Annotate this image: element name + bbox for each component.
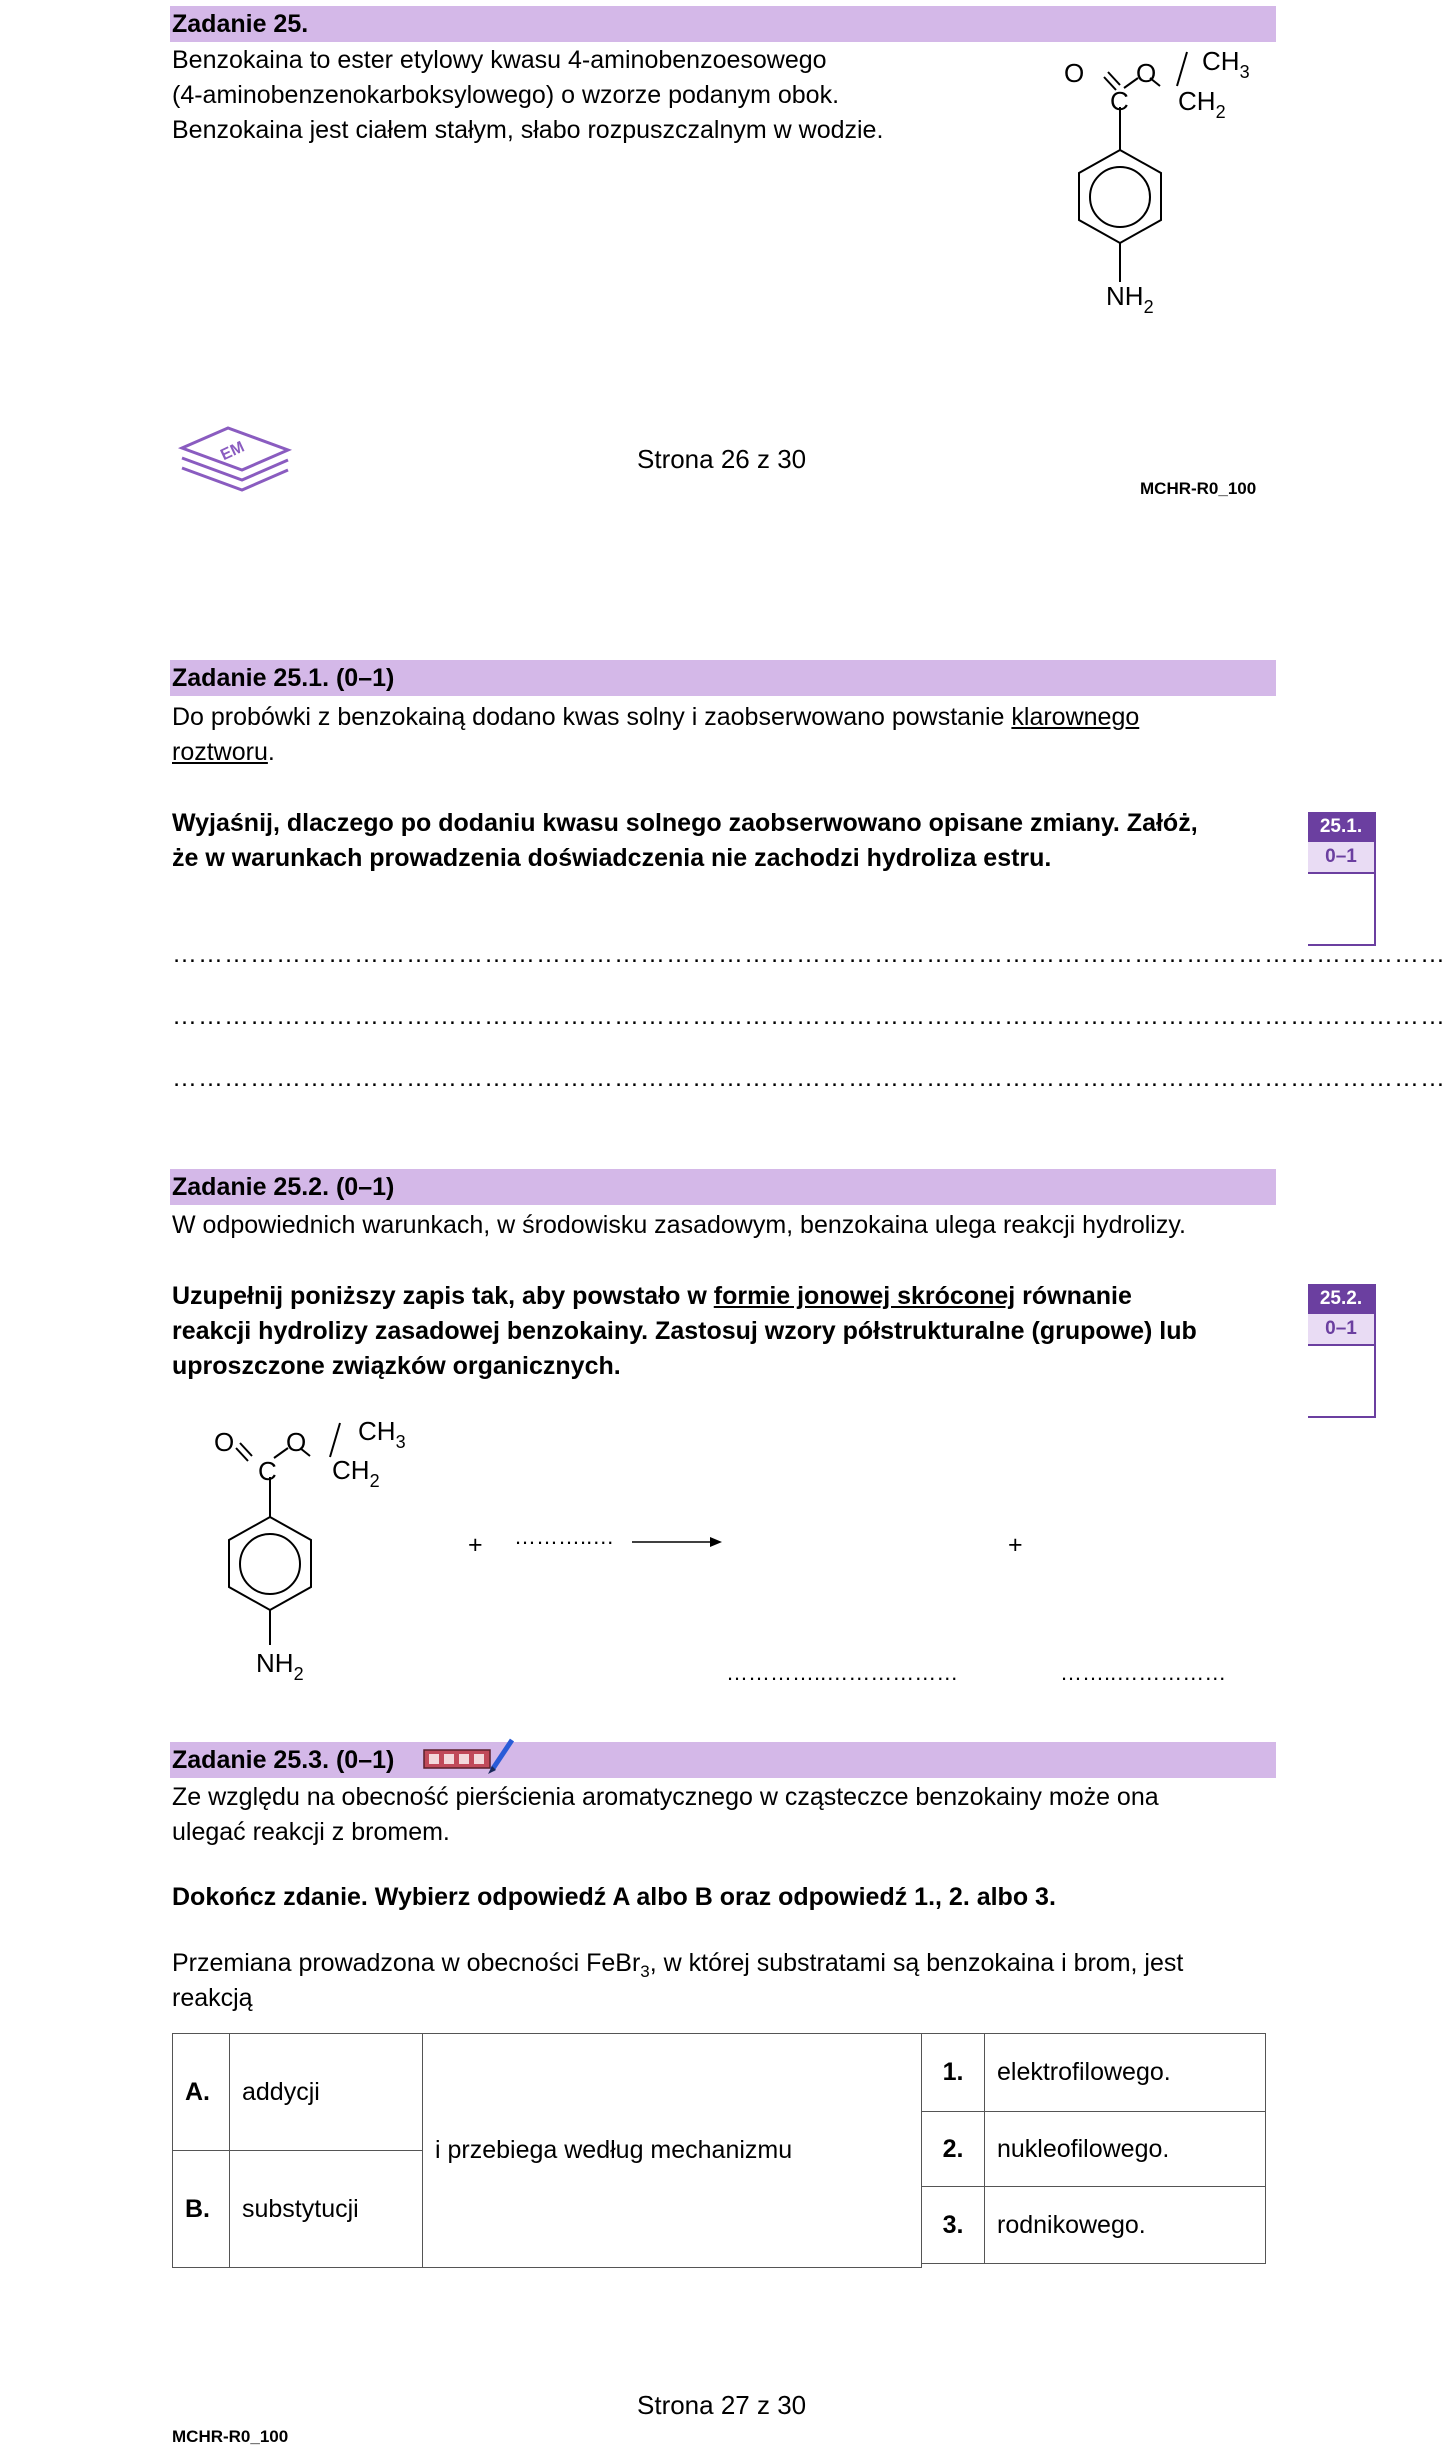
- plus-sign-1: +: [468, 1531, 483, 1559]
- task-25-3-statement-1: Przemiana prowadzona w obecności FeBr$_3$, w której substratami są benzokaina i brom, jest: [172, 1949, 1184, 1981]
- task-25-2-instruction-1: Uzupełnij poniższy zapis tak, aby powstało w formie jonowej skróconej równanie: [172, 1282, 1132, 1310]
- option-1-num[interactable]: 1.: [922, 2034, 985, 2112]
- nh2-label: $NH_2$: [256, 1648, 304, 1684]
- answer-table: [172, 2033, 1266, 2268]
- task-25-2-header: Zadanie 25.2. (0–1): [172, 1173, 395, 1201]
- intro-line-3: Benzokaina jest ciałem stałym, słabo rozpuszczalnym w wodzie.: [172, 116, 884, 144]
- option-1-text[interactable]: elektrofilowego.: [985, 2034, 1266, 2112]
- task-25-1-instruction-1: Wyjaśnij, dlaczego po dodaniu kwasu solnego zaobserwowano opisane zmiany. Załóż,: [172, 809, 1198, 837]
- ch2-label: $CH_2$: [332, 1455, 380, 1491]
- intro-line-2: (4-aminobenzenokarboksylowego) o wzorze podanym obok.: [172, 81, 840, 109]
- score-field[interactable]: [1308, 874, 1374, 946]
- svg-text:EM: EM: [218, 438, 248, 465]
- o-carbonyl-label: O: [1064, 58, 1085, 88]
- score-field[interactable]: [1308, 1346, 1374, 1418]
- task-25-header-bar: [170, 6, 1276, 42]
- publisher-logo: [176, 424, 298, 492]
- intro-line-1: Benzokaina to ester etylowy kwasu 4-aminobenzoesowego: [172, 46, 827, 74]
- score-points: 0–1: [1308, 842, 1374, 874]
- page-number-26: Strona 26 z 30: [637, 444, 807, 474]
- tools-icon: [422, 1736, 516, 1776]
- option-2-num[interactable]: 2.: [922, 2112, 985, 2187]
- task-25-header: Zadanie 25.: [172, 10, 309, 38]
- nh2-label: $NH_2$: [1106, 281, 1154, 317]
- ch3-label: $CH_3$: [358, 1416, 406, 1452]
- score-label: 25.2.: [1308, 1284, 1374, 1314]
- reaction-arrow-icon: [630, 1532, 725, 1552]
- task-25-1-line-1: Do probówki z benzokainą dodano kwas solny i zaobserwowano powstanie klarownego: [172, 703, 1140, 731]
- task-25-2-line-1: W odpowiednich warunkach, w środowisku zasadowym, benzokaina ulega reakcji hydrolizy.: [172, 1211, 1186, 1239]
- exam-code-cut: MCHR-R0_100: [1140, 479, 1257, 498]
- c-label: C: [258, 1456, 277, 1486]
- middle-text: i przebiega według mechanizmu: [423, 2034, 922, 2268]
- ch2-label: $CH_2$: [1178, 86, 1226, 122]
- benzocaine-structure-2: [190, 1395, 430, 1685]
- exam-code-cut-2: MCHR-R0_100: [172, 2427, 289, 2446]
- c-label: C: [1110, 86, 1129, 116]
- product-blank-1[interactable]: …………..………………: [726, 1660, 959, 1685]
- task-25-3-line-1: Ze względu na obecność pierścienia aromatycznego w cząsteczce benzokainy może ona: [172, 1783, 1159, 1811]
- option-a-letter[interactable]: A.: [173, 2034, 230, 2151]
- option-3-num[interactable]: 3.: [922, 2187, 985, 2264]
- task-25-1-instruction-2: że w warunkach prowadzenia doświadczenia nie zachodzi hydroliza estru.: [172, 844, 1052, 872]
- task-25-2-instruction-2: reakcji hydrolizy zasadowej benzokainy. Zastosuj wzory półstrukturalne (grupowe) lub: [172, 1317, 1197, 1345]
- plus-sign-2: +: [1008, 1531, 1023, 1559]
- task-25-3-statement-2: reakcją: [172, 1984, 253, 2012]
- reactant-blank[interactable]: ………..…: [514, 1524, 615, 1549]
- task-25-1-header: Zadanie 25.1. (0–1): [172, 664, 395, 692]
- option-b-text[interactable]: substytucji: [230, 2151, 423, 2268]
- o-ester-label: O: [286, 1427, 307, 1457]
- task-25-3-header: Zadanie 25.3. (0–1): [172, 1746, 395, 1774]
- option-a-text[interactable]: addycji: [230, 2034, 423, 2151]
- page-number-27: Strona 27 z 30: [637, 2390, 807, 2420]
- option-3-text[interactable]: rodnikowego.: [985, 2187, 1266, 2264]
- score-points: 0–1: [1308, 1314, 1374, 1346]
- option-b-letter[interactable]: B.: [173, 2151, 230, 2268]
- answer-line-1[interactable]: …………………………………………………………………………………………………………………………………: [172, 940, 1446, 968]
- score-box-25-1: [1308, 812, 1376, 946]
- o-ester-label: O: [1136, 58, 1157, 88]
- task-25-2-instruction-3: uproszczone związków organicznych.: [172, 1352, 621, 1380]
- benzocaine-structure-1: [1040, 40, 1280, 330]
- option-2-text[interactable]: nukleofilowego.: [985, 2112, 1266, 2187]
- answer-line-2[interactable]: …………………………………………………………………………………………………………………………………: [172, 1002, 1446, 1030]
- ch3-label: $CH_3$: [1202, 46, 1250, 82]
- task-25-3-instruction: Dokończ zdanie. Wybierz odpowiedź A albo B oraz odpowiedź 1., 2. albo 3.: [172, 1883, 1056, 1911]
- answer-line-3[interactable]: …………………………………………………………………………………………………………………………………: [172, 1064, 1446, 1092]
- task-25-1-line-2: roztworu.: [172, 738, 275, 766]
- task-25-3-line-2: ulegać reakcji z bromem.: [172, 1818, 450, 1846]
- score-label: 25.1.: [1308, 812, 1374, 842]
- o-carbonyl-label: O: [214, 1427, 235, 1457]
- score-box-25-2: [1308, 1284, 1376, 1418]
- product-blank-2[interactable]: ……..……………: [1060, 1660, 1227, 1685]
